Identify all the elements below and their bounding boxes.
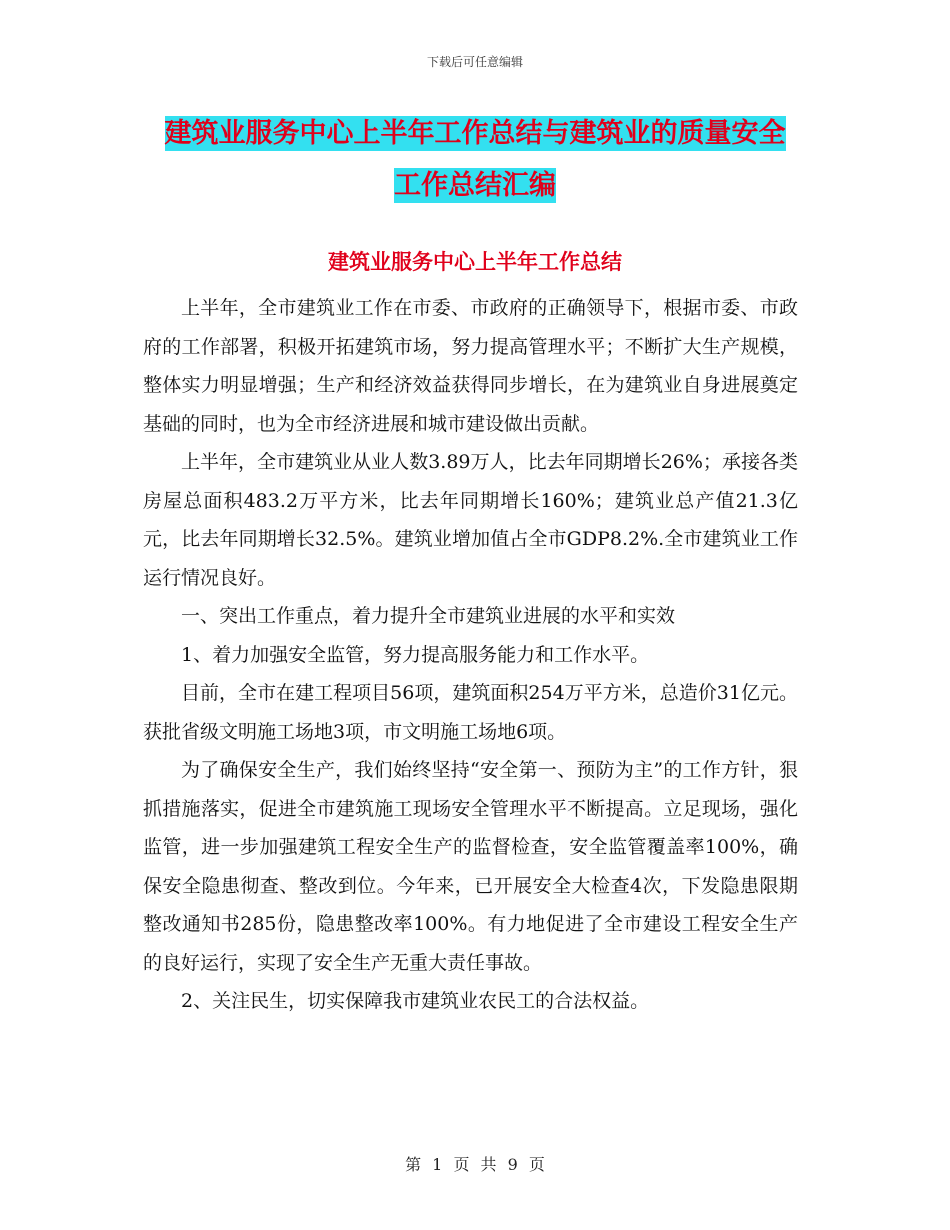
paragraph: 一、突出工作重点，着力提升全市建筑业进展的水平和实效 <box>181 605 676 627</box>
paragraph: 上半年，全市建筑业工作在市委、市政府的正确领导下，根据市委、市政府的工作部署，积极开拓建筑市场，努力提高管理水平；不断扩大生产规模，整体实力明显增强；生产和经济效益获得同步增长，在为建筑业自身进展奠定基础的同时，也为全市经济进展和城市建设做出贡献。 <box>143 297 798 435</box>
document-title <box>130 108 820 212</box>
document-title-line-1: 建筑业服务中心上半年工作总结与建筑业的质量安全 <box>164 118 786 149</box>
paragraph: 2、关注民生，切实保障我市建筑业农民工的合法权益。 <box>181 990 650 1012</box>
paragraph: 为了确保安全生产，我们始终坚持“安全第一、预防为主”的工作方针，狠抓措施落实，促进全市建筑施工现场安全管理水平不断提高。立足现场，强化监管，进一步加强建筑工程安全生产的监督检查，安全监管覆盖率100%，确保安全隐患彻查、整改到位。今年来，已开展安全大检查4次，下发隐患限期整改通知书285份，隐患整改率100%。有力地促进了全市建设工程安全生产的良好运行，实现了安全生产无重大责任事故。 <box>143 759 798 974</box>
document-title-line-2: 工作总结汇编 <box>394 170 556 201</box>
section-title: 建筑业服务中心上半年工作总结 <box>328 250 622 274</box>
document-body <box>143 289 798 1021</box>
paragraph: 目前，全市在建工程项目56项，建筑面积254万平方米，总造价31亿元。获批省级文明施工场地3项，市文明施工场地6项。 <box>143 682 798 743</box>
paragraph: 上半年，全市建筑业从业人数3.89万人，比去年同期增长26%；承接各类房屋总面积483.2万平方米，比去年同期增长160%；建筑业总产值21.3亿元，比去年同期增长32.5%。建筑业增加值占全市GDP8.2%.全市建筑业工作运行情况良好。 <box>143 451 798 589</box>
page-number-footer: 第 1 页 共 9 页 <box>405 1155 545 1174</box>
page-header-note: 下载后可任意编辑 <box>426 55 523 69</box>
paragraph: 1、着力加强安全监管，努力提高服务能力和工作水平。 <box>181 643 650 666</box>
